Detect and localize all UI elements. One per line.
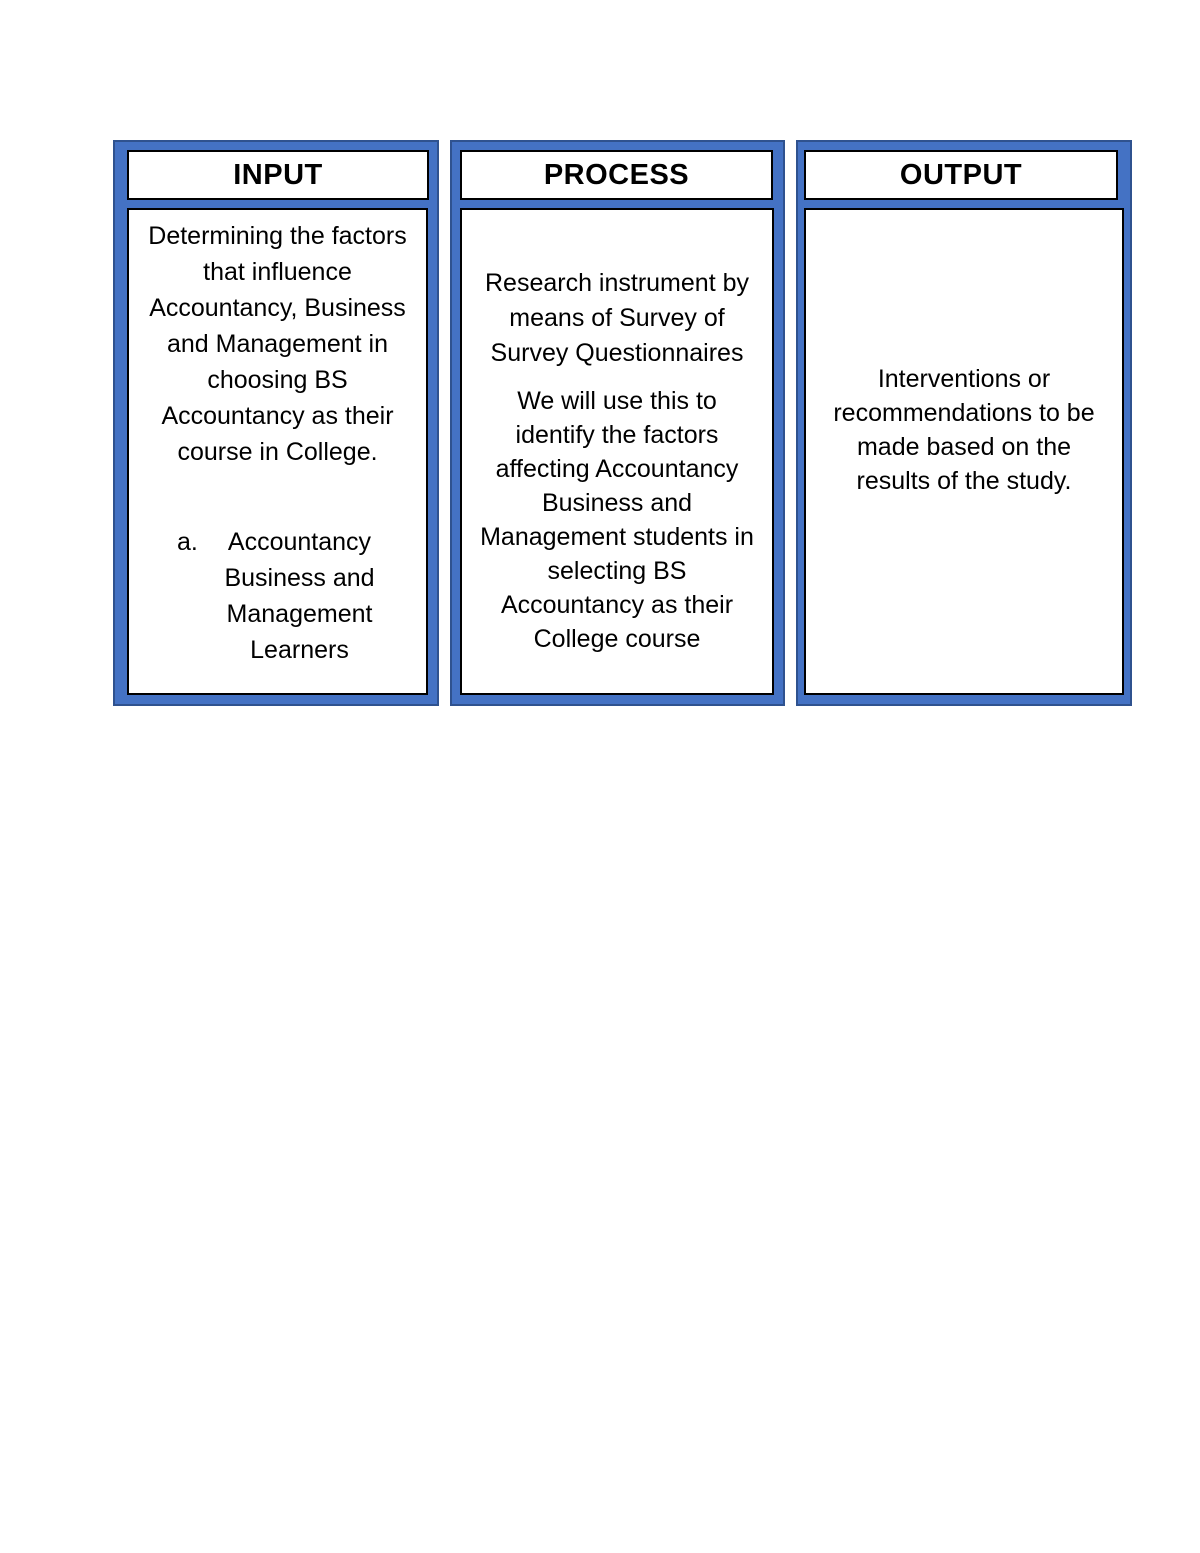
input-description: Determining the factors that influence Accountancy, Business and Management in choosing BS Accountancy as their course in College. <box>148 222 407 466</box>
input-list-item <box>177 524 386 668</box>
process-header <box>460 150 773 200</box>
input-body <box>127 208 428 695</box>
list-marker: a. <box>177 528 198 556</box>
output-column <box>796 140 1132 706</box>
list-item-text: Accountancy Business and Management Learners <box>224 528 375 664</box>
process-paragraph-purpose: We will use this to identify the factors affecting Accountancy Business and Management students in selecting BS Accountancy as their College course <box>480 387 754 653</box>
output-description: Interventions or recommendations to be made based on the results of the study. <box>833 365 1095 495</box>
process-body <box>460 208 774 695</box>
process-column <box>450 140 785 706</box>
input-title: INPUT <box>233 158 323 191</box>
output-header <box>804 150 1118 200</box>
output-body <box>804 208 1124 695</box>
process-paragraph-instrument: Research instrument by means of Survey of Survey Questionnaires <box>484 269 749 367</box>
output-title: OUTPUT <box>899 158 1023 191</box>
input-column <box>113 140 439 706</box>
input-header <box>127 150 429 200</box>
process-title: PROCESS <box>543 158 690 191</box>
